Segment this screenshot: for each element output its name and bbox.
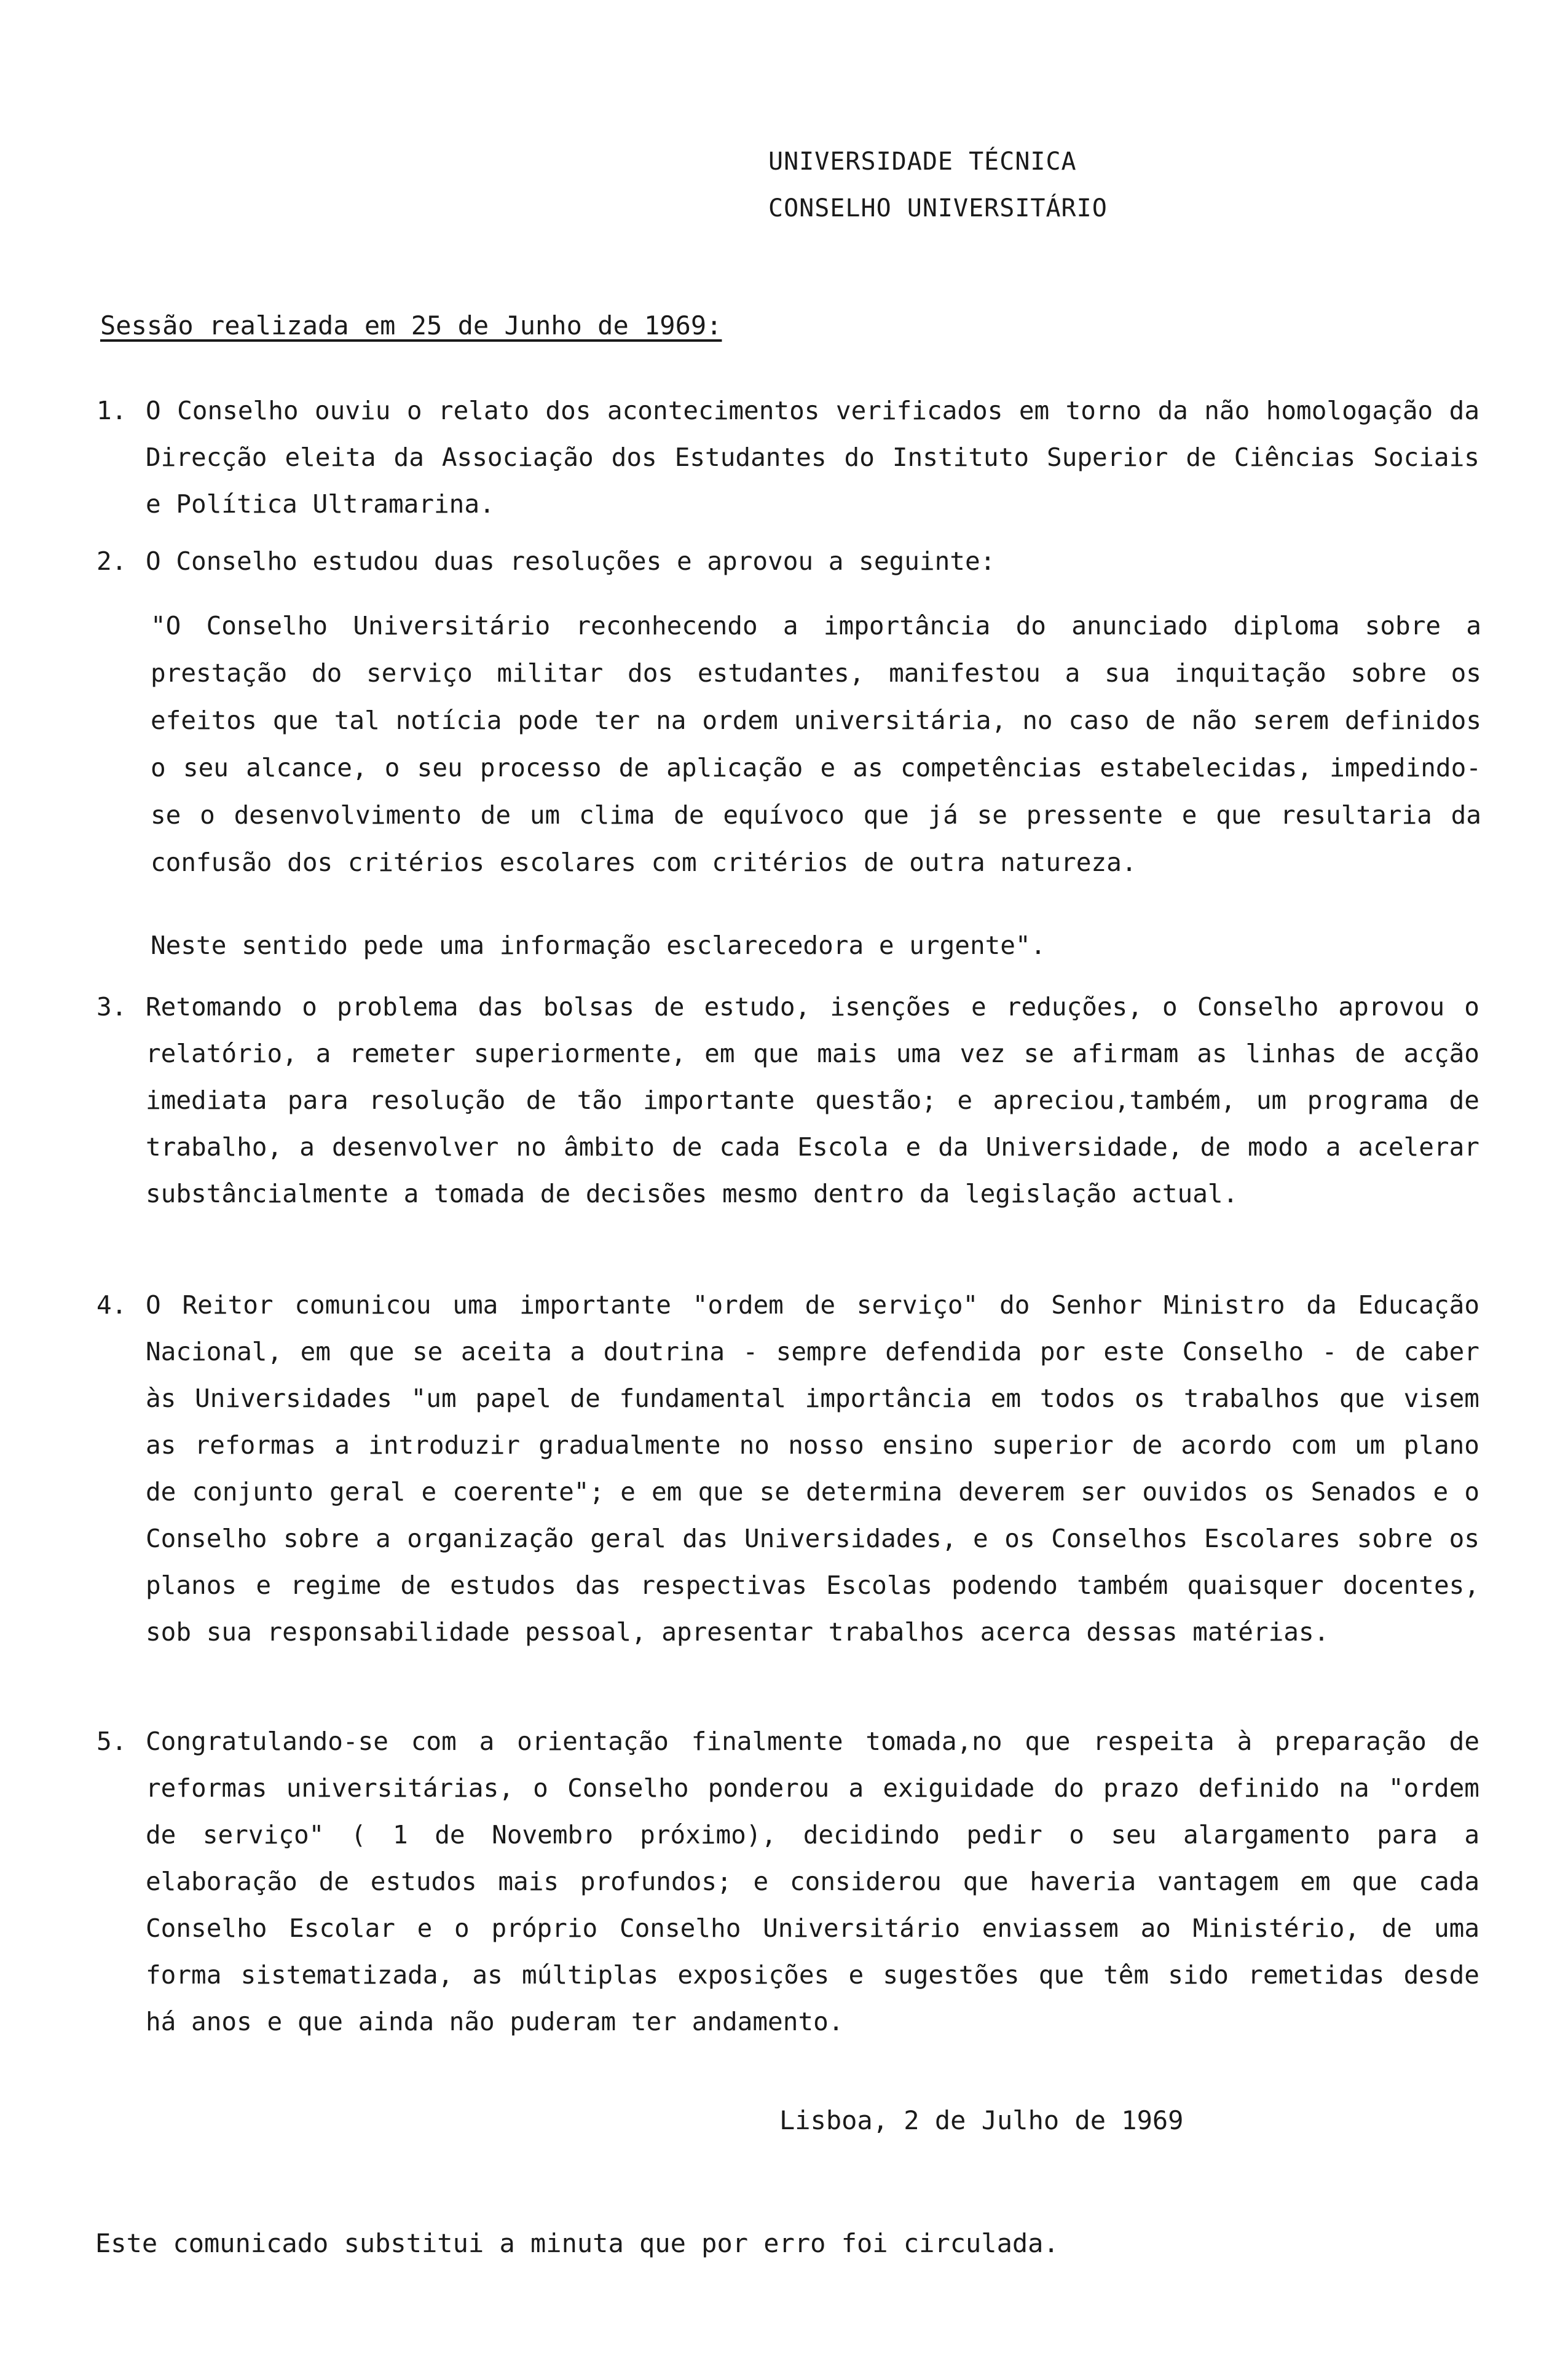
university-name: UNIVERSIDADE TÉCNICA [768, 148, 1077, 176]
item-number: 4. [96, 1290, 127, 1320]
item-text: O Conselho estudou duas resoluções e aprovou a seguinte: [146, 546, 996, 576]
resolution-quote: "O Conselho Universitário reconhecendo a importância do anunciado diploma sobre a prestação do serviço militar dos estudantes, manifestou a sua inquitação sobre os efeitos que tal notícia pode ter na ordem universitária, no caso de não serem definidos o seu alcance, o seu processo de aplicação e as competências estabelecidas, impedindo-se o desenvolvimento de um clima de equívoco que já se pressente e que resultaria da confusão dos critérios escolares com critérios de outra natureza. [151, 611, 1481, 877]
item-number: 2. [96, 546, 127, 576]
item-3 [96, 983, 1479, 1217]
item-text: O Reitor comunicou uma importante "ordem de serviço" do Senhor Ministro da Educação Nacional, em que se aceita a doutrina - sempre defendida por este Conselho - de caber às Universidades "um papel de fundamental importância em todos os trabalhos que visem as reformas a introduzir gradualmente no nosso ensino superior de acordo com um plano de conjunto geral e coerente"; e em que se determina deverem ser ouvidos os Senados e o Conselho sobre a organização geral das Universidades, e os Conselhos Escolares sobre os planos e regime de estudos das respectivas Escolas podendo também quaisquer docentes, sob sua responsabilidade pessoal, apresentar trabalhos acerca dessas matérias. [146, 1290, 1479, 1647]
place-and-date: Lisboa, 2 de Julho de 1969 [779, 2105, 1184, 2135]
letterhead [768, 138, 1108, 232]
footer-note: Este comunicado substitui a minuta que por erro foi circulada. [95, 2228, 1059, 2258]
item-text: Retomando o problema das bolsas de estudo, isenções e reduções, o Conselho aprovou o relatório, a remeter superiormente, em que mais uma vez se afirmam as linhas de acção imediata para resolução de tão importante questão; e apreciou,também, um programa de trabalho, a desenvolver no âmbito de cada Escola e da Universidade, de modo a acelerar substâncialmente a tomada de decisões mesmo dentro da legislação actual. [146, 992, 1479, 1208]
item-5 [96, 1718, 1479, 2045]
item-number: 5. [96, 1727, 127, 1756]
item-1 [96, 387, 1479, 527]
item-text: O Conselho ouviu o relato dos acontecimentos verificados em torno da não homologação da Direcção eleita da Associação dos Estudantes do Instituto Superior de Ciências Sociais e Política Ultramarina. [146, 396, 1479, 519]
item-4 [96, 1282, 1479, 1655]
council-name: CONSELHO UNIVERSITÁRIO [768, 194, 1108, 223]
resolution-closing: Neste sentido pede uma informação esclarecedora e urgente". [151, 931, 1046, 960]
item-number: 1. [96, 396, 127, 425]
item-number: 3. [96, 992, 127, 1022]
item-2 [96, 538, 1479, 585]
item-text: Congratulando-se com a orientação finalmente tomada,no que respeita à preparação de reformas universitárias, o Conselho ponderou a exiguidade do prazo definido na "ordem de serviço" ( 1 de Novembro próximo), decidindo pedir o seu alargamento para a elaboração de estudos mais profundos; e considerou que haveria vantagem em que cada Conselho Escolar e o próprio Conselho Universitário enviassem ao Ministério, de uma forma sistematizada, as múltiplas exposições e sugestões que têm sido remetidas desde há anos e que ainda não puderam ter andamento. [146, 1727, 1479, 2036]
session-title: Sessão realizada em 25 de Junho de 1969: [100, 310, 722, 341]
